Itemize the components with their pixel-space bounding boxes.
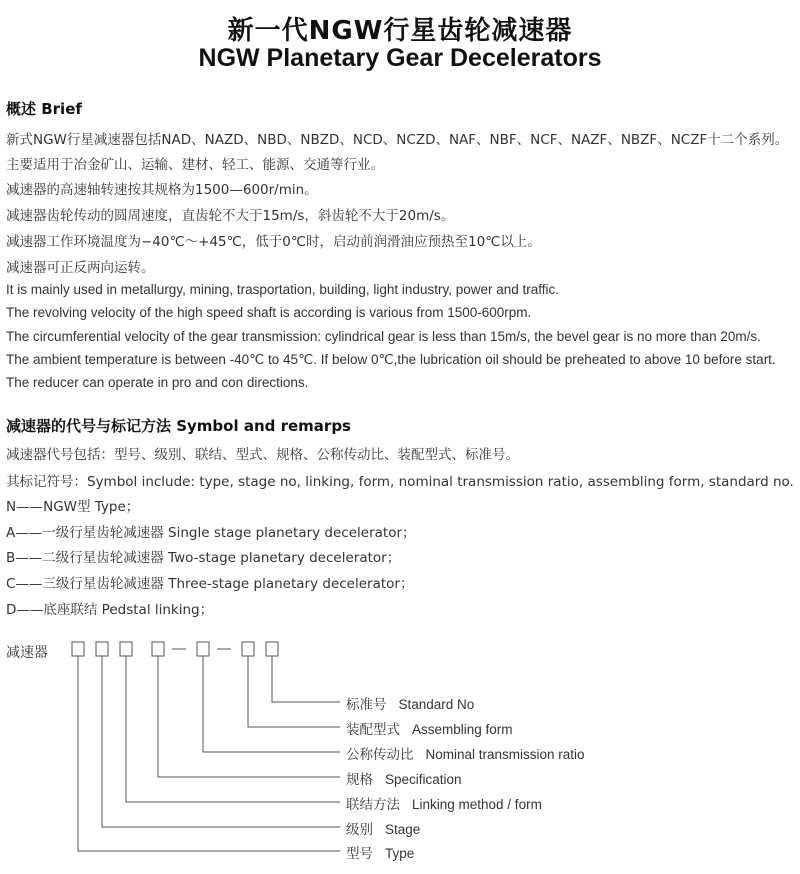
symbol-line: D——底座联结 Pedstal linking； (6, 602, 214, 618)
symbol-line: B——二级行星齿轮减速器 Two-stage planetary decelerator； (6, 550, 401, 566)
brief-line-cn: 新式NGW行星减速器包括NAD、NAZD、NBD、NBZD、NCD、NCZD、NAF、NBF、NCF、NAZF、NBZF、NCZF十二个系列。 (6, 132, 789, 148)
connector-type (78, 656, 340, 851)
symbol-line: 其标记符号：Symbol include: type, stage no, linking, form, nominal transmission ratio, assembling form, standard no. (6, 474, 794, 490)
slot-box (120, 642, 132, 656)
symbol-line: A——一级行星齿轮减速器 Single stage planetary decelerator； (6, 525, 416, 541)
slot-box (152, 642, 164, 656)
designation-diagram (0, 630, 800, 874)
brief-line-cn: 减速器的高速轴转速按其规格为1500—600r/min。 (6, 182, 318, 198)
page-title-en: NGW Planetary Gear Decelerators (198, 44, 602, 72)
connector-assembling (248, 656, 340, 727)
symbol-heading: 减速器的代号与标记方法 Symbol and remarps (6, 417, 351, 435)
symbol-line: 减速器代号包括：型号、级别、联结、型式、规格、公称传动比、装配型式、标准号。 (6, 447, 519, 463)
page-title-cn: 新一代NGW行星齿轮减速器 (227, 16, 573, 46)
diagram-label-ratio: 公称传动比 Nominal transmission ratio (346, 747, 585, 763)
diagram-prefix: 减速器 (6, 645, 48, 661)
diagram-label-stage: 级别 Stage (346, 822, 421, 838)
slot-box (266, 642, 278, 656)
brief-line-cn: 减速器齿轮传动的圆周速度，直齿轮不大于15m/s，斜齿轮不大于20m/s。 (6, 208, 455, 224)
diagram-label-standard: 标准号 Standard No (346, 697, 475, 713)
connector-standard (272, 656, 340, 702)
diagram-label-linking: 联结方法 Linking method / form (346, 797, 542, 813)
slot-box (72, 642, 84, 656)
brief-line-cn: 主要适用于冶金矿山、运输、建材、轻工、能源、交通等行业。 (6, 157, 384, 173)
brief-line-en: The circumferential velocity of the gear transmission: cylindrical gear is less than 15m/s, the bevel gear is no more than 20m/s. (6, 329, 761, 344)
brief-line-en: The revolving velocity of the high speed shaft is according is various from 1500-600rpm. (6, 305, 532, 320)
brief-heading: 概述 Brief (6, 100, 82, 118)
brief-line-cn: 减速器可正反两向运转。 (6, 260, 155, 276)
slot-box (197, 642, 209, 656)
diagram-label-spec: 规格 Specification (346, 772, 462, 788)
brief-line-en: The reducer can operate in pro and con directions. (6, 375, 309, 390)
connector-spec (158, 656, 340, 777)
slot-box (242, 642, 254, 656)
connector-stage (102, 656, 340, 827)
diagram-label-assembling: 装配型式 Assembling form (346, 722, 513, 738)
brief-line-cn: 减速器工作环境温度为−40℃～+45℃，低于0℃时，启动前润滑油应预热至10℃以上。 (6, 234, 541, 250)
slot-box (96, 642, 108, 656)
diagram-label-type: 型号 Type (346, 846, 415, 862)
brief-line-en: The ambient temperature is between -40℃ to 45℃. If below 0℃,the lubrication oil should be preheated to above 10 before start. (6, 352, 776, 367)
symbol-line: C——三级行星齿轮减速器 Three-stage planetary decelerator； (6, 576, 414, 592)
brief-line-en: It is mainly used in metallurgy, mining, trasportation, building, light industry, power and traffic. (6, 282, 560, 297)
symbol-line: N——NGW型 Type； (6, 499, 140, 515)
